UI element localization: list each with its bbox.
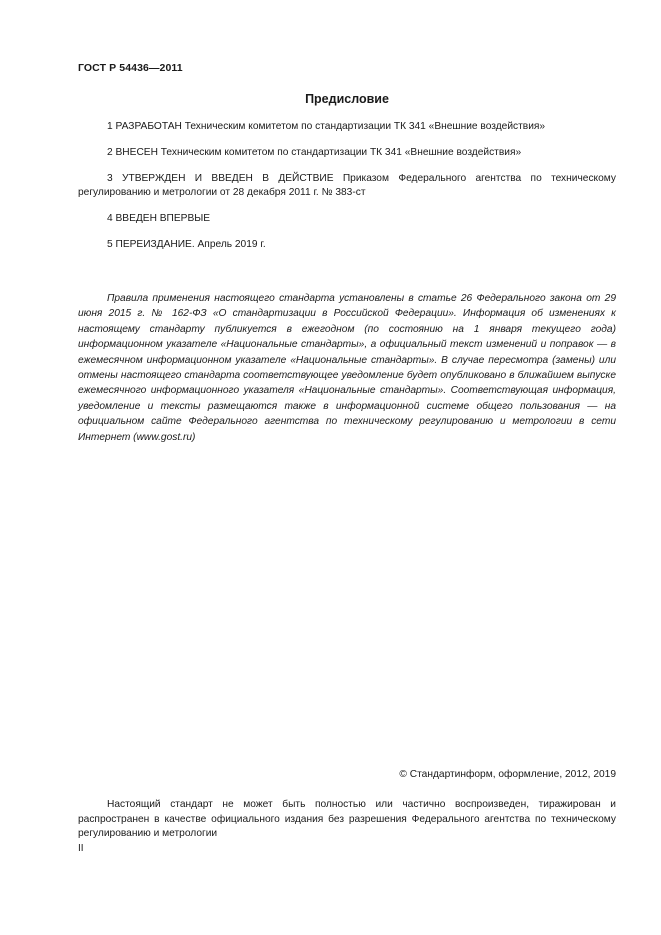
document-code: ГОСТ Р 54436—2011 <box>78 62 183 74</box>
page-title: Предисловие <box>305 92 389 106</box>
copyright-line: © Стандартинформ, оформление, 2012, 2019 <box>399 769 616 780</box>
page-number: II <box>78 843 84 854</box>
foreword-item-2: 2 ВНЕСЕН Техническим комитетом по стандартизации ТК 341 «Внешние воздействия» <box>107 147 522 158</box>
foreword-item-1: 1 РАЗРАБОТАН Техническим комитетом по стандартизации ТК 341 «Внешние воздействия» <box>107 121 546 132</box>
foreword-item-4: 4 ВВЕДЕН ВПЕРВЫЕ <box>107 213 211 224</box>
foreword-item-5: 5 ПЕРЕИЗДАНИЕ. Апрель 2019 г. <box>107 239 266 250</box>
reproduction-rights-notice: Настоящий стандарт не может быть полностью или частично воспроизведен, тиражирован и распространен в качестве официального издания без разрешения Федерального агентства по техническому регулированию и метрологии <box>78 799 616 840</box>
foreword-item-3: 3 УТВЕРЖДЕН И ВВЕДЕН В ДЕЙСТВИЕ Приказом Федерального агентства по техническому регулированию и метрологии от 28 декабря 2011 г. № 383-ст <box>78 173 616 198</box>
application-rules-notice: Правила применения настоящего стандарта установлены в статье 26 Федерального закона от 29 июня 2015 г. № 162-ФЗ «О стандартизации в Российской Федерации». Информация об изменениях к настоящему стандарту публикуется в ежегодном (по состоянию на 1 января текущего года) информационном указателе «Национальные стандарты», а официальный текст изменений и поправок — в ежемесячном информационном указателе «Национальные стандарты». В случае пересмотра (замены) или отмены настоящего стандарта соответствующее уведомление будет опубликовано в ближайшем выпуске ежемесячного информационного указателя «Национальные стандарты». Соответствующая информация, уведомление и тексты размещаются также в информационной системе общего пользования — на официальном сайте Федерального агентства по техническому регулированию и метрологии в сети Интернет (www.gost.ru) <box>78 293 616 443</box>
